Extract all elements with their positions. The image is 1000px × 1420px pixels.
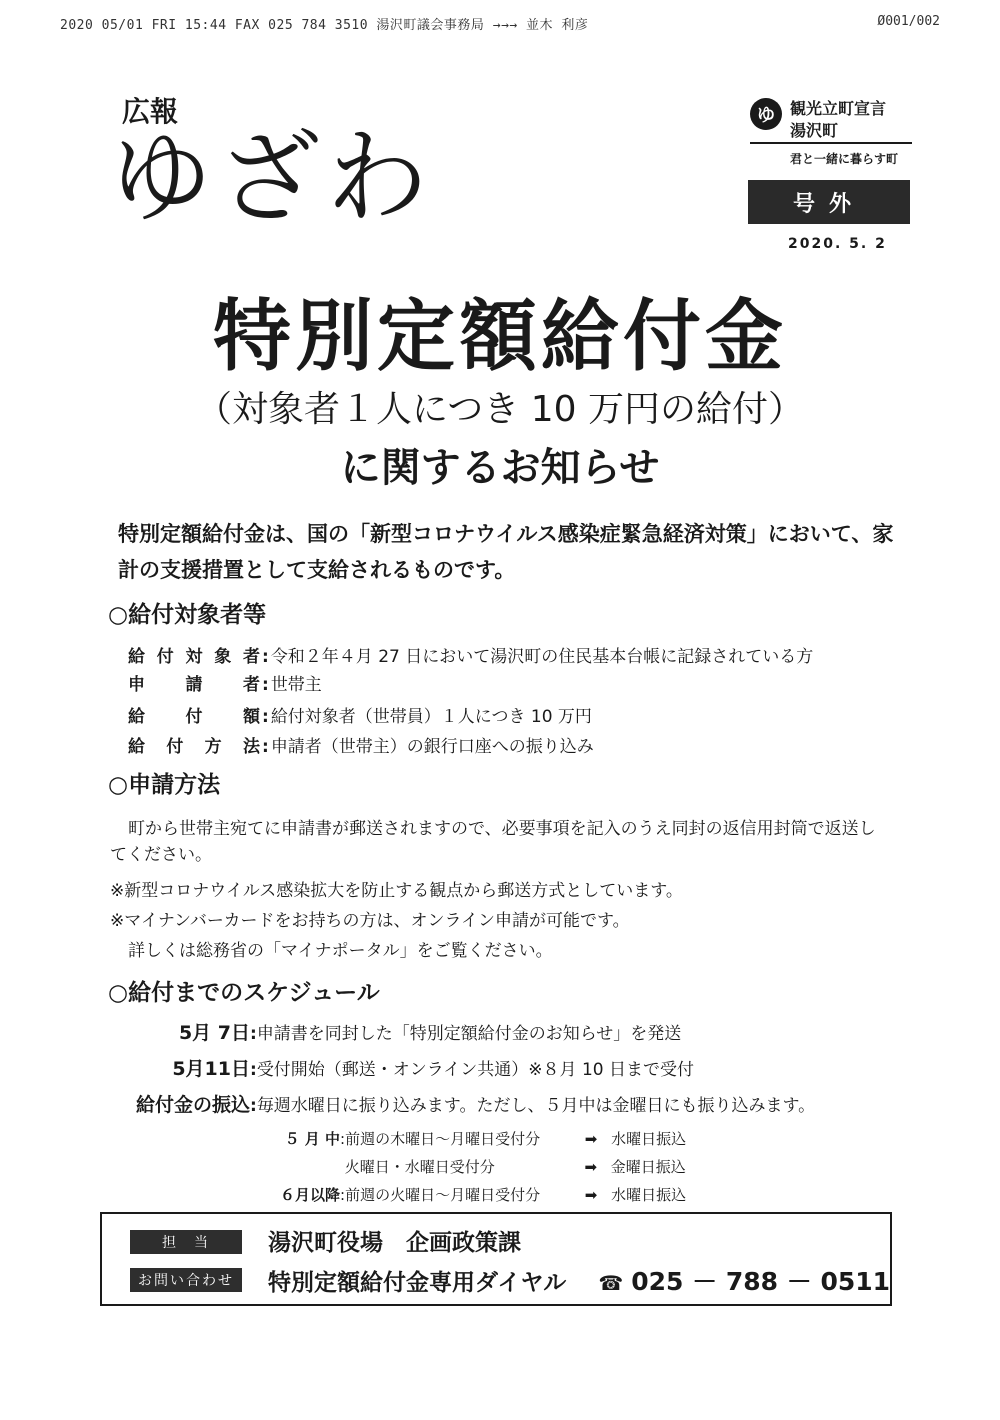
contact-tag-responsible: 担 当 bbox=[130, 1230, 242, 1254]
sub-result: 水曜日振込 bbox=[611, 1130, 687, 1148]
sub-label: ６月以降 bbox=[279, 1186, 340, 1204]
schedule-value: 受付開始（郵送・オンライン共通）※８月 10 日まで受付 bbox=[256, 1060, 694, 1080]
contact-tag-inquiry: お問い合わせ bbox=[130, 1268, 242, 1292]
schedule-value: 毎週水曜日に振り込みます。ただし、５月中は金曜日にも振り込みます。 bbox=[256, 1096, 816, 1116]
row-label: 申請者 bbox=[128, 675, 260, 695]
fax-page-number: Ø001/002 bbox=[877, 14, 940, 29]
application-text: 町から世帯主宛てに申請書が郵送されますので、必要事項を記入のうえ同封の返信用封筒で返送し bbox=[128, 819, 876, 839]
schedule-item: 5月 7日:申請書を同封した「特別定額給付金のお知らせ」を発送 bbox=[110, 1018, 681, 1045]
sub-result: 水曜日振込 bbox=[611, 1186, 687, 1204]
schedule-sub-row: ５ 月 中:前週の木曜日～月曜日受付分 ➡ 水曜日振込 bbox=[262, 1128, 686, 1149]
schedule-label: 5月 7日 bbox=[178, 1022, 250, 1044]
schedule-value: 申請書を同封した「特別定額給付金のお知らせ」を発送 bbox=[256, 1024, 682, 1044]
hotline-label: 特別定額給付金専用ダイヤル bbox=[268, 1270, 567, 1296]
application-note: ※新型コロナウイルス感染拡大を防止する観点から郵送方式としています。 bbox=[110, 881, 683, 901]
section-heading-application: ○申請方法 bbox=[108, 772, 221, 798]
phone-icon: ☎ bbox=[598, 1271, 624, 1295]
sub-value: 火曜日・水曜日受付分 bbox=[344, 1158, 495, 1176]
slogan-divider bbox=[750, 142, 912, 144]
arrow-right-icon: ➡ bbox=[584, 1158, 598, 1176]
slogan-line-2: 湯沢町 bbox=[790, 121, 839, 140]
issue-date: 2020. 5. 2 bbox=[788, 236, 887, 252]
fax-header-line: 2020 05/01 FRI 15:44 FAX 025 784 3510 湯沢町議会事務局 →→→ 並木 利彦 bbox=[60, 18, 589, 33]
sub-result: 金曜日振込 bbox=[610, 1158, 686, 1176]
schedule-item: 給付金の振込:毎週水曜日に振り込みます。ただし、５月中は金曜日にも振り込みます。 bbox=[110, 1090, 815, 1117]
row-value: 給付対象者（世帯員）１人につき 10 万円 bbox=[270, 707, 592, 727]
application-text-cont: てください。 bbox=[110, 845, 212, 865]
sub-label: ５ 月 中 bbox=[284, 1130, 340, 1148]
row-value: 申請者（世帯主）の銀行口座への振り込み bbox=[270, 737, 594, 757]
publication-label: 広報 bbox=[122, 95, 179, 128]
schedule-label: 給付金の振込 bbox=[135, 1094, 250, 1116]
sub-value: 前週の木曜日～月曜日受付分 bbox=[345, 1130, 541, 1148]
phone-number: 025 － 788 － 0511 bbox=[631, 1267, 891, 1296]
eligibility-row: 申請者 : 世帯主 bbox=[128, 670, 322, 695]
section-heading-eligibility: ○給付対象者等 bbox=[108, 602, 267, 628]
schedule-label: 5月11日 bbox=[172, 1058, 250, 1080]
row-value: 世帯主 bbox=[270, 675, 322, 695]
row-value: 令和２年４月 27 日において湯沢町の住民基本台帳に記録されている方 bbox=[270, 647, 814, 667]
row-label: 給付額 bbox=[128, 707, 260, 727]
eligibility-row: 給付対象者 : 令和２年４月 27 日において湯沢町の住民基本台帳に記録されている方 bbox=[128, 642, 813, 667]
slogan-line-3: 君と一緒に暮らす町 bbox=[790, 152, 899, 166]
row-label: 給付対象者 bbox=[128, 647, 260, 667]
headline-subtitle-2: に関するお知らせ bbox=[340, 445, 660, 491]
contact-hotline bbox=[268, 1262, 890, 1298]
arrow-right-icon: ➡ bbox=[584, 1186, 598, 1204]
contact-box bbox=[100, 1212, 892, 1306]
headline-title: 特別定額給付金 bbox=[212, 292, 787, 382]
application-note: ※マイナンバーカードをお持ちの方は、オンライン申請が可能です。 bbox=[110, 911, 630, 931]
town-logo-icon: ゆ bbox=[750, 98, 782, 130]
publication-name: ゆざわ bbox=[110, 119, 434, 238]
row-label: 給付方法 bbox=[128, 737, 260, 757]
arrow-right-icon: ➡ bbox=[584, 1130, 598, 1148]
headline-subtitle: （対象者１人につき 10 万円の給付） bbox=[196, 389, 804, 430]
section-heading-schedule: ○給付までのスケジュール bbox=[108, 980, 380, 1006]
application-note: 詳しくは総務省の「マイナポータル」をご覧ください。 bbox=[128, 941, 553, 961]
slogan-line-1: 観光立町宣言 bbox=[790, 99, 887, 118]
schedule-sub-row: ６月以降:前週の火曜日～月曜日受付分 ➡ 水曜日振込 bbox=[262, 1184, 686, 1205]
contact-department: 湯沢町役場 企画政策課 bbox=[268, 1230, 521, 1256]
issue-type-badge: 号外 bbox=[748, 180, 910, 224]
sub-value: 前週の火曜日～月曜日受付分 bbox=[345, 1186, 541, 1204]
schedule-item: 5月11日:受付開始（郵送・オンライン共通）※８月 10 日まで受付 bbox=[110, 1054, 694, 1081]
eligibility-row: 給付方法 : 申請者（世帯主）の銀行口座への振り込み bbox=[128, 732, 594, 757]
schedule-sub-row bbox=[262, 1156, 686, 1177]
intro-paragraph: 特別定額給付金は、国の「新型コロナウイルス感染症緊急経済対策」において、家計の支援措置として支給されるものです。 bbox=[118, 522, 894, 582]
eligibility-row: 給付額 : 給付対象者（世帯員）１人につき 10 万円 bbox=[128, 702, 592, 727]
